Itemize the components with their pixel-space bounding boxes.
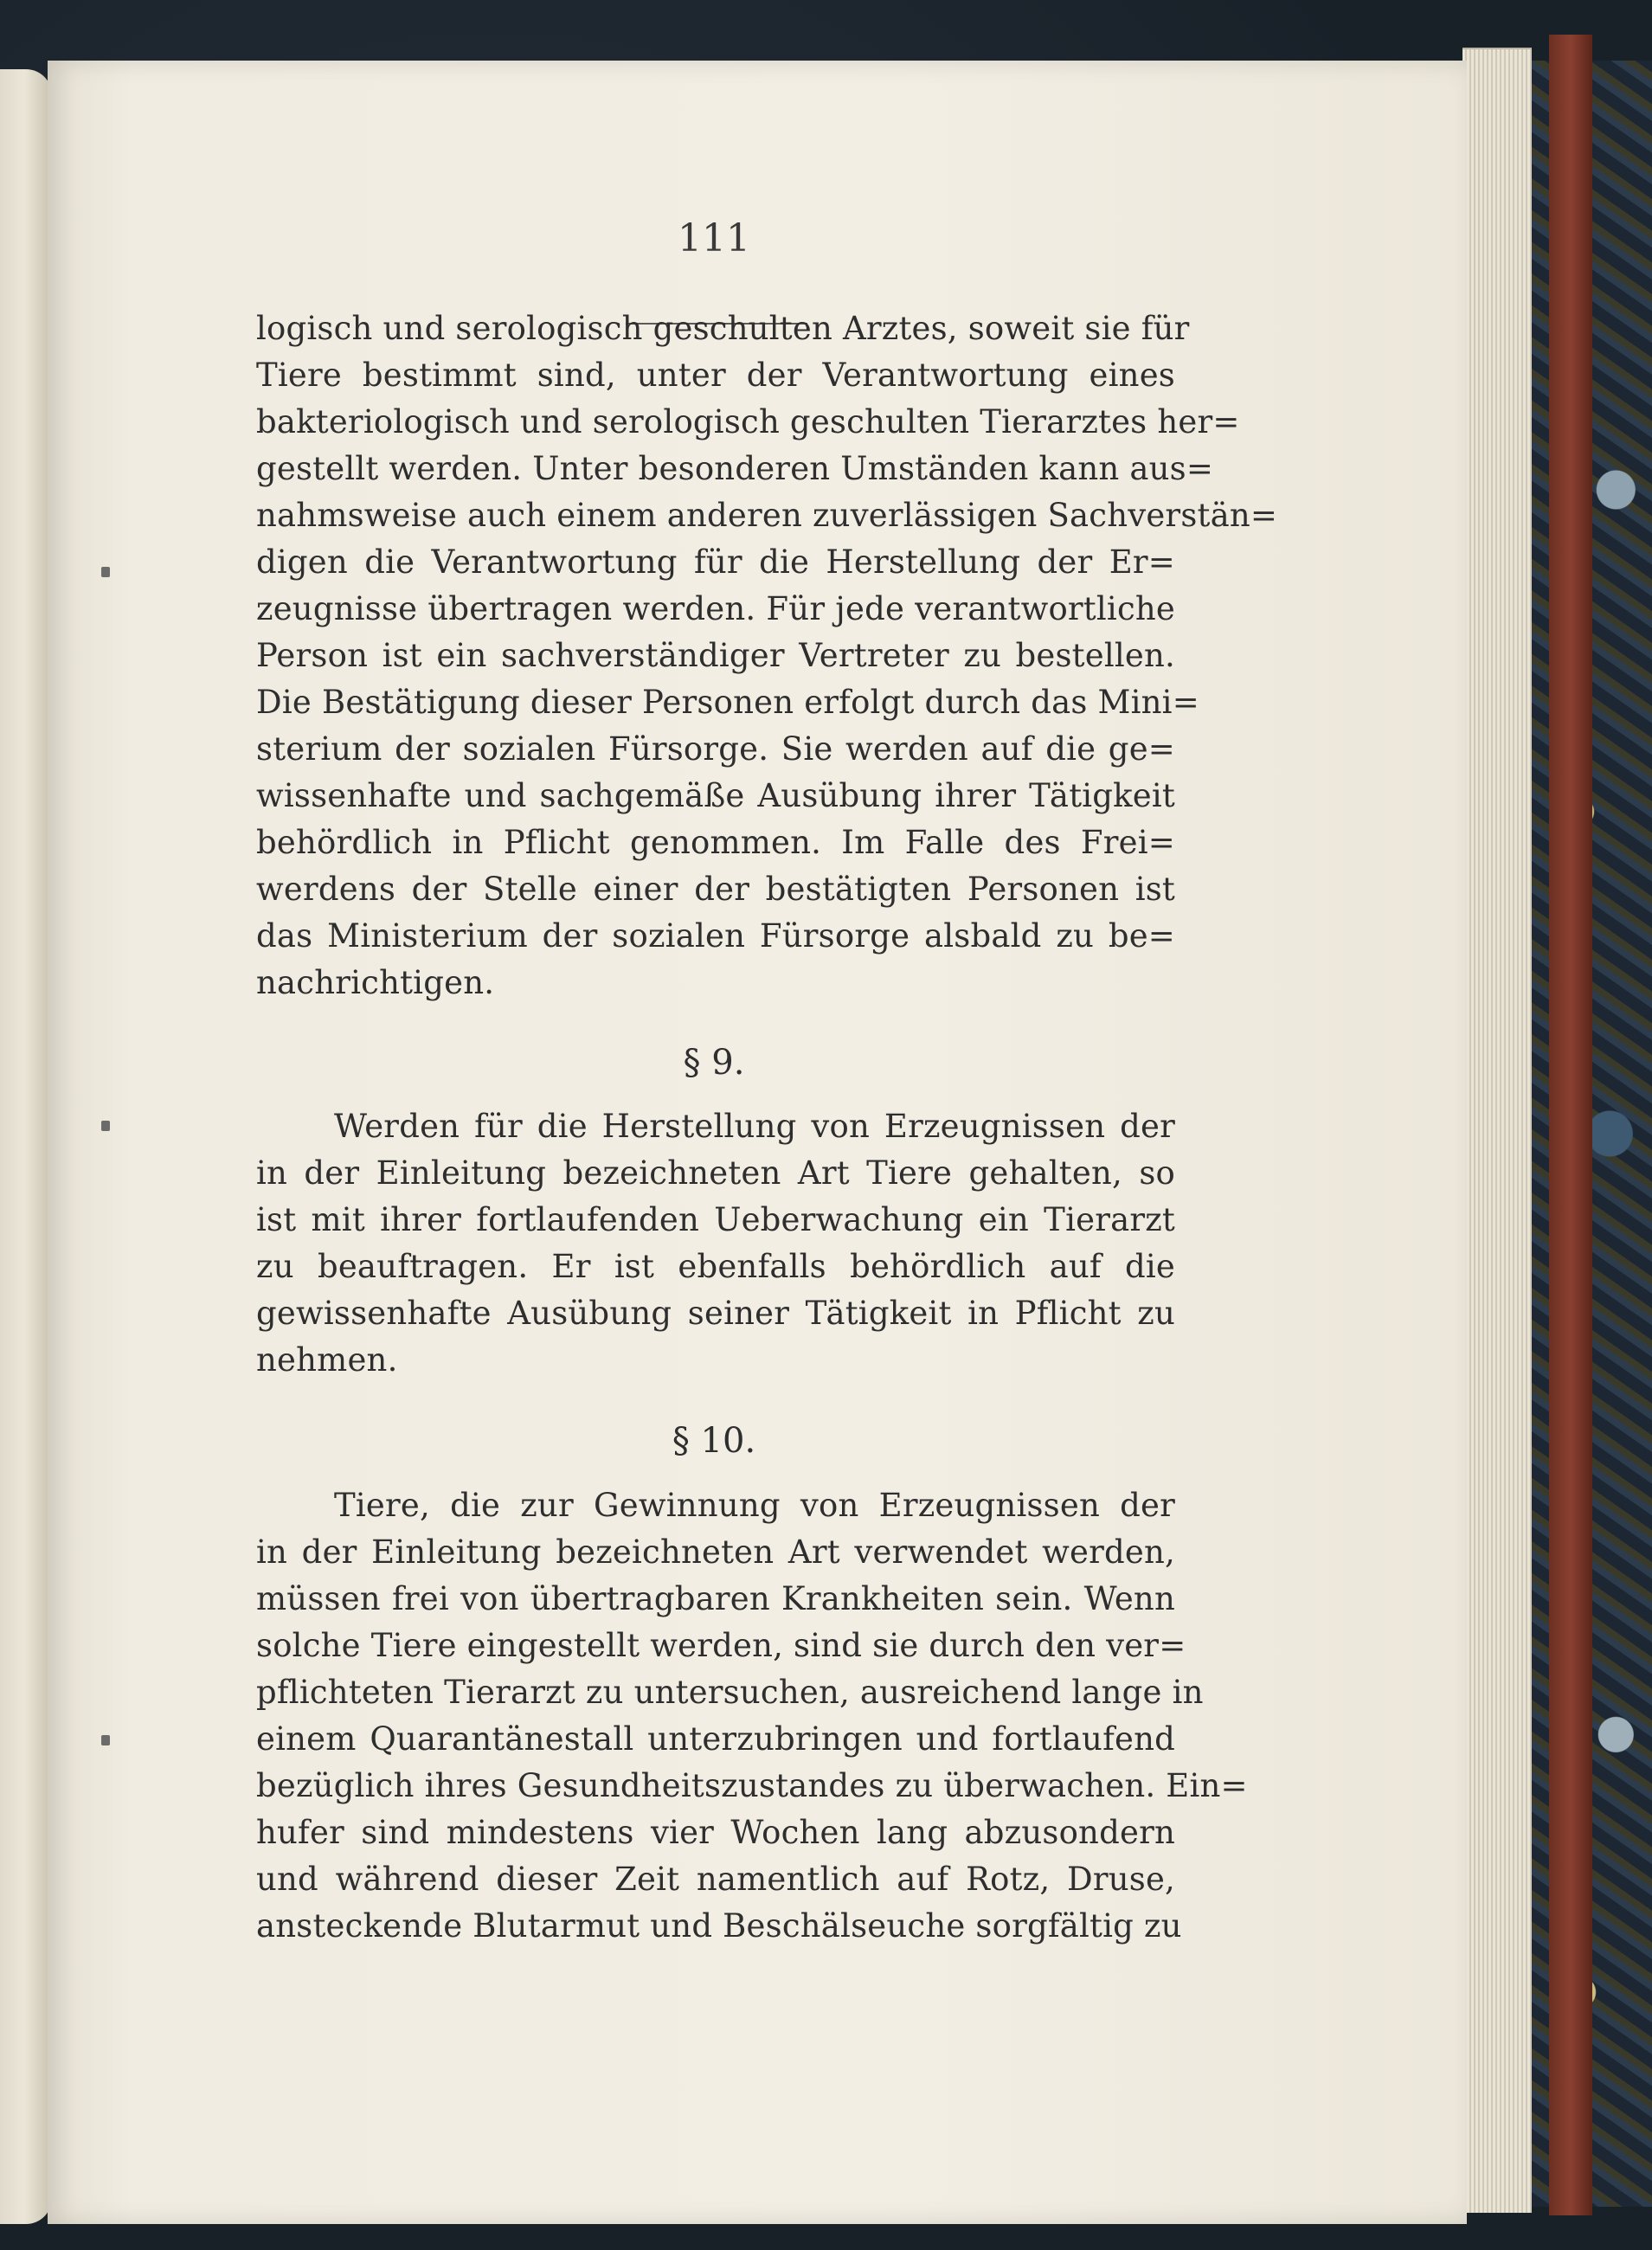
text-line: hufer sind mindestens vier Wochen lang abzusondern: [256, 1814, 1175, 1851]
text-line: gewissenhafte Ausübung seiner Tätigkeit in Pflicht zu: [256, 1295, 1175, 1332]
text-line: Tiere bestimmt sind, unter der Verantwortung eines: [256, 357, 1175, 394]
section-heading: § 9.: [683, 1043, 745, 1083]
text-line: müssen frei von übertragbaren Krankheiten sein. Wenn: [256, 1580, 1175, 1617]
text-line: bezüglich ihres Gesundheitszustandes zu überwachen. Ein=: [256, 1767, 1248, 1804]
text-line: ist mit ihrer fortlaufenden Ueberwachung ein Tierarzt: [256, 1201, 1175, 1238]
text-line: logisch und serologisch geschulten Arztes, soweit sie für: [256, 310, 1190, 347]
text-line: Person ist ein sachverständiger Vertreter zu bestellen.: [256, 637, 1175, 674]
text-line: Die Bestätigung dieser Personen erfolgt durch das Mini=: [256, 684, 1199, 721]
text-line: einem Quarantänestall unterzubringen und fortlaufend: [256, 1720, 1175, 1758]
text-line: nachrichtigen.: [256, 964, 495, 1001]
text-line: zeugnisse übertragen werden. Für jede verantwortliche: [256, 590, 1175, 627]
text-line: gestellt werden. Unter besonderen Umständen kann aus=: [256, 450, 1214, 487]
text-line: ansteckende Blutarmut und Beschälseuche sorgfältig zu: [256, 1907, 1182, 1945]
text-line: Tiere, die zur Gewinnung von Erzeugnissen der: [334, 1487, 1175, 1524]
text-line: solche Tiere eingestellt werden, sind sie durch den ver=: [256, 1627, 1186, 1664]
text-line: bakteriologisch und serologisch geschulten Tierarztes her=: [256, 403, 1240, 440]
text-line: Werden für die Herstellung von Erzeugnissen der: [334, 1108, 1175, 1145]
text-line: wissenhafte und sachgemäße Ausübung ihrer Tätigkeit: [256, 777, 1175, 814]
section-heading: § 10.: [672, 1421, 756, 1461]
facing-page-edge: [0, 69, 52, 2224]
text-line: zu beauftragen. Er ist ebenfalls behördlich auf die: [256, 1248, 1175, 1285]
text-line: und während dieser Zeit namentlich auf Rotz, Druse,: [256, 1861, 1175, 1898]
text-line: das Ministerium der sozialen Fürsorge alsbald zu be=: [256, 917, 1175, 955]
text-line: nahmsweise auch einem anderen zuverlässigen Sachverstän=: [256, 497, 1278, 534]
text-line: in der Einleitung bezeichneten Art Tiere gehalten, so: [256, 1154, 1175, 1192]
text-line: pflichteten Tierarzt zu untersuchen, ausreichend lange in: [256, 1674, 1204, 1711]
text-line: werdens der Stelle einer der bestätigten Personen ist: [256, 871, 1175, 908]
book-page: [48, 61, 1467, 2224]
page-number: 111: [678, 216, 750, 260]
text-line: digen die Verantwortung für die Herstellung der Er=: [256, 543, 1175, 581]
text-line: in der Einleitung bezeichneten Art verwendet werden,: [256, 1533, 1175, 1571]
text-line: sterium der sozialen Fürsorge. Sie werden auf die ge=: [256, 730, 1175, 768]
page-block-edges: [1462, 48, 1532, 2213]
leather-spine-edge: [1549, 35, 1592, 2215]
text-line: behördlich in Pflicht genommen. Im Falle des Frei=: [256, 824, 1175, 861]
text-line: nehmen.: [256, 1341, 398, 1379]
